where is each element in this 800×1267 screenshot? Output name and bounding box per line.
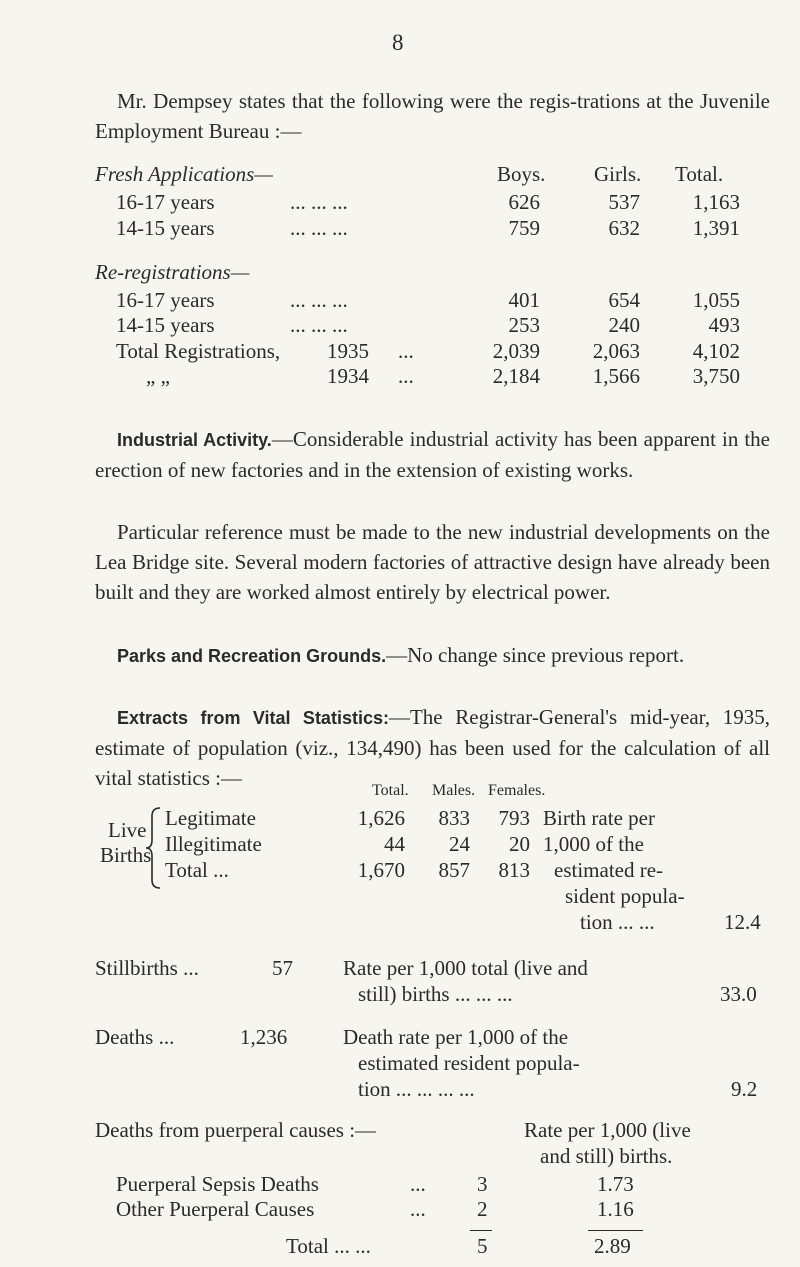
total-cell: 1,163 — [692, 190, 740, 214]
vital-paragraph — [95, 702, 770, 793]
girls-cell: 240 — [608, 313, 640, 337]
males-cell: 24 — [449, 832, 470, 856]
leader-dots: ... — [410, 1197, 426, 1221]
boys-cell: 759 — [508, 216, 540, 240]
females-cell: 813 — [498, 858, 530, 882]
total-cell: 1,670 — [357, 858, 405, 882]
girls-cell: 632 — [608, 216, 640, 240]
row-label: Total Registrations, — [116, 339, 281, 363]
row-label: 16-17 years — [116, 288, 215, 312]
females-header: Females. — [488, 782, 546, 799]
boys-header: Boys. — [497, 162, 546, 186]
leader-dots: ... ... ... — [290, 313, 348, 337]
birth-rate-last-line: tion ... ... — [580, 910, 655, 934]
industrial-heading: Industrial Activity. — [117, 430, 272, 450]
industrial-text: —Considerable industrial activity has been apparent in the erection of new factories and in the extension of existing works. — [95, 427, 770, 482]
boys-cell: 2,039 — [492, 339, 540, 363]
birth-rate-line: Birth rate per — [543, 806, 655, 830]
year-cell: 1935 — [327, 339, 369, 363]
total-cell: 4,102 — [692, 339, 740, 363]
deaths-value: 1,236 — [240, 1025, 288, 1049]
boys-cell: 401 — [508, 288, 540, 312]
boys-cell: 2,184 — [492, 364, 540, 388]
death-rate-line: estimated resident popula- — [358, 1051, 580, 1075]
males-header: Males. — [432, 782, 476, 799]
count-cell: 3 — [477, 1172, 488, 1196]
death-rate-line: Death rate per 1,000 of the — [343, 1025, 569, 1049]
stillbirths-value: 57 — [272, 956, 293, 980]
total-count: 5 — [477, 1234, 488, 1258]
birth-rate-line: 1,000 of the — [543, 832, 644, 856]
leader-dots: ... ... ... — [290, 190, 348, 214]
total-header: Total. — [675, 162, 724, 186]
males-cell: 833 — [438, 806, 470, 830]
girls-cell: 654 — [608, 288, 640, 312]
sum-rule — [470, 1230, 492, 1231]
vital-heading: Extracts from Vital Statistics: — [117, 708, 389, 728]
row-label: Other Puerperal Causes — [116, 1197, 315, 1221]
page-number: 8 — [392, 30, 404, 55]
leader-dots: ... — [410, 1172, 426, 1196]
total-cell: 493 — [708, 313, 740, 337]
total-cell: 3,750 — [692, 364, 740, 388]
row-label: Legitimate — [165, 806, 256, 830]
total-rate: 2.89 — [594, 1234, 631, 1258]
live-label: Live — [108, 818, 147, 842]
rate-heading: Rate per 1,000 (live — [524, 1118, 691, 1142]
leader-dots: ... ... ... — [290, 216, 348, 240]
death-rate-line: tion ... ... ... ... — [358, 1077, 475, 1101]
females-cell: 20 — [509, 832, 530, 856]
total-cell: 44 — [384, 832, 405, 856]
rate-heading: and still) births. — [540, 1144, 673, 1168]
total-cell: 1,626 — [357, 806, 405, 830]
boys-cell: 253 — [508, 313, 540, 337]
stillbirth-rate-line: still) births ... ... ... — [358, 982, 513, 1006]
total-cell: 1,391 — [692, 216, 740, 240]
industrial-paragraph-2: Particular reference must be made to the new industrial developments on the Lea Bridge site. Several modern factories of attractive design have already been built and they are worked almost entirely by electrical power. — [95, 520, 770, 604]
total-label: Total ... ... — [286, 1234, 371, 1258]
girls-header: Girls. — [594, 162, 642, 186]
females-cell: 793 — [498, 806, 530, 830]
rate-cell: 1.16 — [597, 1197, 634, 1221]
parks-text: —No change since previous report. — [386, 643, 685, 667]
row-label: 14-15 years — [116, 216, 215, 240]
stillbirth-rate-line: Rate per 1,000 total (live and — [343, 956, 588, 980]
year-cell: 1934 — [327, 364, 369, 388]
parks-heading: Parks and Recreation Grounds. — [117, 646, 387, 666]
birth-rate-value: 12.4 — [724, 910, 761, 934]
total-header: Total. — [372, 782, 409, 799]
death-rate-value: 9.2 — [731, 1077, 758, 1101]
brace-icon — [144, 806, 162, 890]
leader-dots: ... — [398, 339, 414, 363]
ditto-marks: „ „ — [146, 364, 170, 388]
row-label: 16-17 years — [116, 190, 215, 214]
deaths-label: Deaths ... — [95, 1025, 175, 1049]
reregistrations-heading: Re-registrations— — [95, 260, 250, 284]
birth-rate-line: estimated re- — [554, 858, 664, 882]
parks-paragraph — [95, 640, 770, 671]
leader-dots: ... — [398, 364, 414, 388]
boys-cell: 626 — [508, 190, 540, 214]
sum-rule — [588, 1230, 643, 1231]
leader-dots: ... ... ... — [290, 288, 348, 312]
girls-cell: 537 — [608, 190, 640, 214]
stillbirths-label: Stillbirths ... — [95, 956, 199, 980]
stillbirth-rate-value: 33.0 — [720, 982, 757, 1006]
rate-cell: 1.73 — [597, 1172, 634, 1196]
vital-text: —The Registrar-General's mid-year, 1935, estimate of population (viz., 134,490) has been used for the calculation of all vital statistics :— — [95, 705, 770, 790]
row-label: 14-15 years — [116, 313, 215, 337]
total-cell: 1,055 — [692, 288, 740, 312]
girls-cell: 2,063 — [592, 339, 640, 363]
count-cell: 2 — [477, 1197, 488, 1221]
girls-cell: 1,566 — [592, 364, 640, 388]
births-label: Births — [100, 843, 152, 867]
industrial-paragraph — [95, 424, 770, 485]
puerperal-heading: Deaths from puerperal causes :— — [95, 1118, 377, 1142]
row-label: Puerperal Sepsis Deaths — [116, 1172, 319, 1196]
row-label: Total ... — [165, 858, 229, 882]
intro-paragraph: Mr. Dempsey states that the following were the regis-trations at the Juvenile Employment Bureau :— — [95, 89, 770, 143]
row-label: Illegitimate — [165, 832, 262, 856]
males-cell: 857 — [438, 858, 470, 882]
birth-rate-line: sident popula- — [565, 884, 685, 908]
fresh-applications-heading: Fresh Applications— — [95, 162, 273, 186]
